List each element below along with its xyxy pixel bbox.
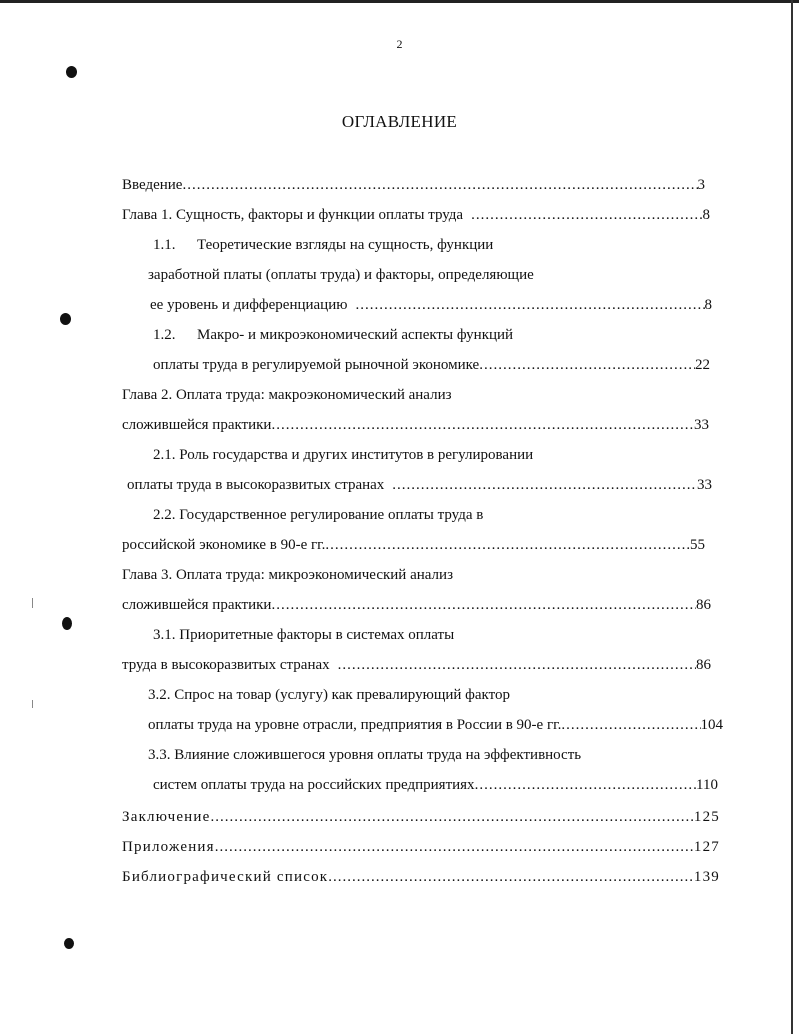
toc-page-number: 110 — [696, 777, 718, 793]
toc-entry-label: Глава 2. Оплата труда: макроэкономический анализ — [122, 387, 452, 403]
toc-entry-label: 3.1. Приоритетные факторы в системах оплаты — [153, 627, 455, 643]
toc-page-number: 86 — [696, 597, 711, 613]
toc-entry-label: ее уровень и дифференциацию — [150, 297, 348, 313]
toc-entry-chapter-3[interactable] — [122, 564, 712, 586]
toc-entry-label: Глава 1. Сущность, факторы и функции оплаты труда — [122, 207, 464, 223]
toc-entry-continuation[interactable] — [122, 414, 709, 436]
toc-page-number: 3 — [697, 177, 705, 193]
toc-page-number: 22 — [695, 357, 710, 373]
toc-leader-dots — [475, 774, 696, 796]
scan-edge-mark — [32, 700, 33, 708]
toc-leader-dots — [561, 714, 700, 736]
toc-leader-dots — [392, 474, 697, 496]
toc-page-number: 55 — [690, 537, 705, 553]
toc-page-number: 33 — [694, 417, 709, 433]
toc-leader-dots — [182, 174, 697, 196]
binder-hole-mark — [66, 66, 77, 78]
scan-edge-mark — [32, 598, 33, 608]
toc-entry-label: оплаты труда на уровне отрасли, предприятия в России в 90-е гг. — [148, 717, 562, 733]
page-title: ОГЛАВЛЕНИЕ — [341, 112, 458, 131]
toc-entry-continuation[interactable] — [127, 474, 712, 496]
toc-section-number: 1.2. — [153, 327, 176, 343]
toc-leader-dots — [215, 836, 694, 858]
toc-entry-continuation[interactable] — [153, 354, 710, 376]
toc-entry-label: систем оплаты труда на российских предприятиях — [153, 777, 475, 793]
toc-entry-label: 3.2. Спрос на товар (услугу) как превалирующий фактор — [148, 687, 510, 703]
toc-entry-appendix[interactable] — [122, 836, 720, 858]
toc-entry-label: Библиографический список — [122, 869, 329, 885]
scan-border-right — [791, 0, 793, 1034]
toc-entry-label: 2.1. Роль государства и других институтов в регулировании — [153, 447, 534, 463]
toc-entry-continuation[interactable] — [150, 294, 712, 316]
toc-leader-dots — [471, 204, 702, 226]
toc-entry-continuation[interactable] — [153, 774, 718, 796]
binder-hole-mark — [62, 617, 72, 630]
toc-entry-section-3-2[interactable] — [148, 684, 723, 706]
toc-entry-label: российской экономике в 90-е гг. — [122, 537, 326, 553]
toc-entry-label: сложившейся практики — [122, 417, 272, 433]
toc-entry-section-1-2[interactable] — [153, 324, 713, 346]
toc-page-number: 33 — [697, 477, 712, 493]
toc-entry-label: Введение — [122, 177, 183, 193]
toc-entry-label: Теоретические взгляды на сущность, функции — [197, 237, 494, 253]
binder-hole-mark — [64, 938, 74, 949]
toc-entry-label: оплаты труда в высокоразвитых странах — [127, 477, 385, 493]
toc-entry-label: сложившейся практики — [122, 597, 272, 613]
toc-leader-dots — [211, 806, 694, 828]
toc-entry-label: Макро- и микроэкономический аспекты функций — [197, 327, 514, 343]
toc-leader-dots — [479, 354, 695, 376]
toc-section-number: 1.1. — [153, 237, 176, 253]
toc-entry-bibliography[interactable] — [122, 866, 720, 888]
toc-page-number: 127 — [693, 839, 720, 855]
toc-leader-dots — [328, 866, 694, 888]
toc-entry-label: заработной платы (оплаты труда) и факторы, определяющие — [148, 267, 534, 283]
toc-entry-continuation — [148, 264, 713, 286]
toc-entry-chapter-1[interactable] — [122, 204, 710, 226]
toc-leader-dots — [325, 534, 690, 556]
binder-hole-mark — [60, 313, 71, 325]
toc-entry-chapter-2[interactable] — [122, 384, 712, 406]
toc-leader-dots — [355, 294, 704, 316]
toc-entry-section-1-1[interactable] — [153, 234, 713, 256]
page-number: 2 — [396, 37, 403, 51]
toc-entry-continuation[interactable] — [148, 714, 723, 736]
toc-entry-continuation[interactable] — [122, 654, 711, 676]
toc-entry-label: 3.3. Влияние сложившегося уровня оплаты труда на эффективность — [148, 747, 582, 763]
toc-page-number: 86 — [696, 657, 711, 673]
toc-entry-section-3-1[interactable] — [153, 624, 713, 646]
toc-page-number: 125 — [693, 809, 720, 825]
toc-entry-label: Глава 3. Оплата труда: микроэкономический анализ — [122, 567, 453, 583]
toc-page-number: 104 — [700, 717, 723, 733]
toc-page-number: 139 — [693, 869, 720, 885]
scan-border-top — [0, 0, 799, 3]
toc-entry-label: Заключение — [122, 809, 211, 825]
toc-entry-section-3-3[interactable] — [148, 744, 723, 766]
toc-entry-continuation[interactable] — [122, 594, 711, 616]
toc-entry-label: Приложения — [122, 839, 215, 855]
toc-leader-dots — [338, 654, 696, 676]
toc-entry-label: оплаты труда в регулируемой рыночной экономике — [153, 357, 480, 373]
toc-entry-label: труда в высокоразвитых странах — [122, 657, 330, 673]
toc-leader-dots — [271, 414, 694, 436]
toc-entry-intro[interactable] — [122, 174, 705, 196]
toc-page-number: 8 — [702, 207, 710, 223]
toc-entry-conclusion[interactable] — [122, 806, 720, 828]
toc-leader-dots — [271, 594, 696, 616]
toc-entry-label: 2.2. Государственное регулирование оплаты труда в — [153, 507, 484, 523]
toc-page-number: 8 — [704, 297, 712, 313]
toc-entry-section-2-2[interactable] — [153, 504, 713, 526]
toc-entry-section-2-1[interactable] — [153, 444, 713, 466]
toc-entry-continuation[interactable] — [122, 534, 705, 556]
